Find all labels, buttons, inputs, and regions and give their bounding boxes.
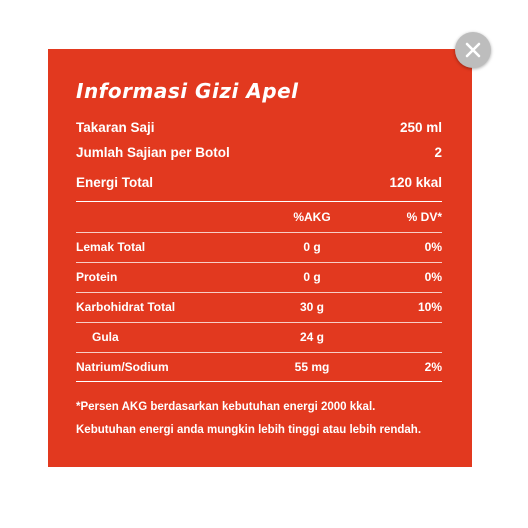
nutrient-dv: 10% — [417, 300, 442, 314]
divider — [76, 381, 442, 382]
table-row — [76, 353, 442, 381]
nutrient-dv: 0% — [424, 240, 442, 254]
table-row — [76, 233, 442, 261]
serving-size-row — [76, 117, 442, 137]
nutrient-amount: 0 g — [303, 270, 321, 284]
nutrient-dv: 0% — [424, 270, 442, 284]
nutrient-name: Lemak Total — [76, 240, 146, 254]
divider — [76, 201, 442, 202]
total-energy-label: Energi Total — [76, 174, 154, 190]
table-header-row — [76, 203, 442, 231]
close-icon — [465, 42, 481, 58]
nutrient-dv: 2% — [424, 360, 442, 374]
close-button[interactable] — [455, 32, 491, 68]
serving-size-value: 250 ml — [399, 119, 442, 135]
nutrient-amount: 55 mg — [294, 360, 330, 374]
dv-column-header: % DV* — [406, 210, 442, 224]
servings-per-bottle-label: Jumlah Sajian per Botol — [76, 144, 230, 160]
table-row — [76, 323, 442, 351]
nutrient-name: Protein — [76, 270, 118, 284]
panel-title: Informasi Gizi Apel — [76, 79, 299, 103]
total-energy-value: 120 kkal — [389, 174, 442, 190]
footnote-line: Kebutuhan energi anda mungkin lebih tinggi atau lebih rendah. — [76, 424, 422, 436]
footnote — [76, 396, 452, 442]
nutrient-name: Karbohidrat Total — [76, 300, 176, 314]
footnote-line: *Persen AKG berdasarkan kebutuhan energi 2000 kkal. — [76, 401, 376, 413]
nutrient-name: Gula — [92, 330, 119, 344]
table-row — [76, 263, 442, 291]
serving-size-label: Takaran Saji — [76, 119, 155, 135]
table-row — [76, 293, 442, 321]
nutrient-amount: 0 g — [303, 240, 321, 254]
servings-per-bottle-value: 2 — [434, 144, 442, 160]
nutrient-name: Natrium/Sodium — [76, 360, 169, 374]
nutrient-amount: 30 g — [299, 300, 324, 314]
akg-column-header: %AKG — [293, 210, 331, 224]
total-energy-row — [76, 172, 442, 192]
nutrient-amount: 24 g — [299, 330, 324, 344]
servings-per-bottle-row — [76, 142, 442, 162]
nutrition-info-panel — [48, 49, 472, 467]
